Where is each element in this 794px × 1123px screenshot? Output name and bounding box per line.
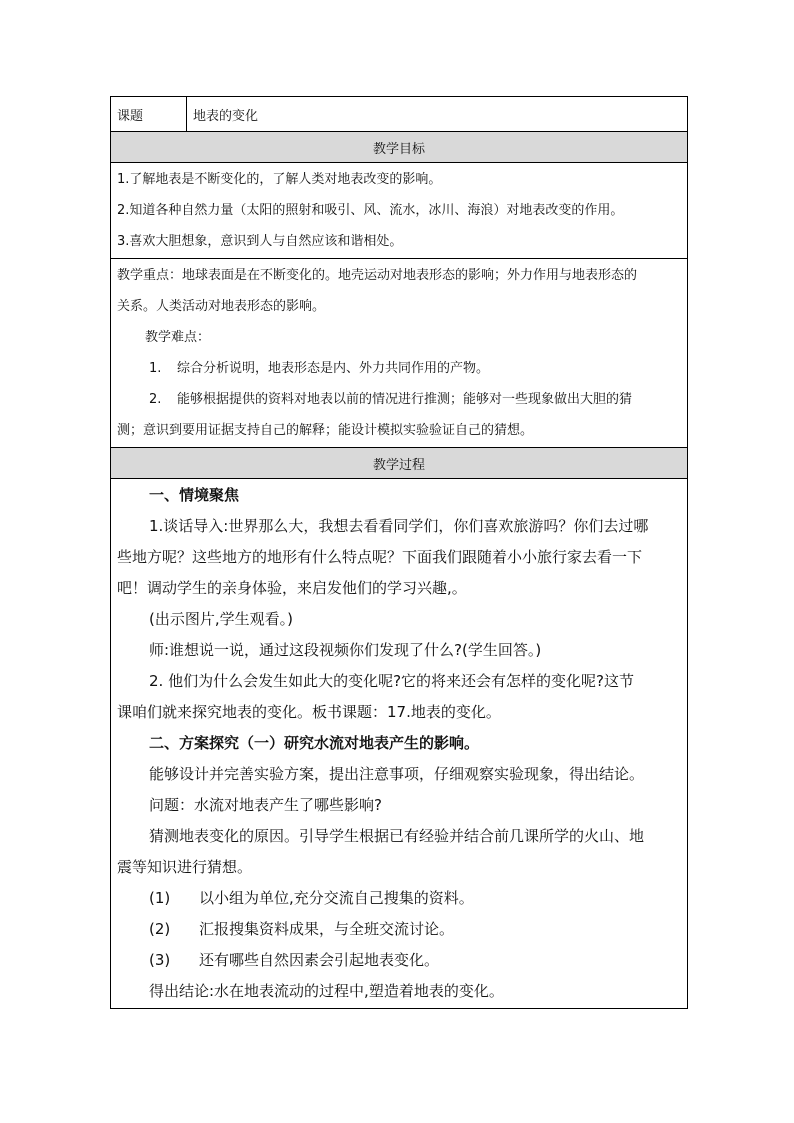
difficulty-item bbox=[117, 384, 681, 415]
difficulty-item-continued: 测；意识到要用证据支持自己的解释；能设计模拟实验验证自己的猜想。 bbox=[117, 423, 534, 438]
section-title: 一、情境聚焦 bbox=[149, 486, 240, 504]
keypoints-section bbox=[111, 259, 688, 448]
objective-item: 1.了解地表是不断变化的，了解人类对地表改变的影响。 bbox=[117, 172, 442, 187]
paragraph-line: (出示图片,学生观看。) bbox=[149, 610, 293, 628]
paragraph-line: 2. 他们为什么会发生如此大的变化呢?它的将来还会有怎样的变化呢?这节 bbox=[149, 672, 635, 690]
process-section bbox=[111, 479, 688, 1009]
difficulty-item-number: 2. bbox=[149, 392, 162, 407]
section-title: 二、方案探究（一）研究水流对地表产生的影响。 bbox=[149, 734, 480, 752]
objectives-heading: 教学目标 bbox=[111, 132, 688, 163]
step-number: (3) bbox=[149, 951, 171, 969]
difficulty-item-number: 1. bbox=[149, 361, 162, 376]
objective-item: 2.知道各种自然力量（太阳的照射和吸引、风、流水，冰川、海浪）对地表改变的作用。 bbox=[117, 203, 624, 218]
objective-item: 3.喜欢大胆想象，意识到人与自然应该和谐相处。 bbox=[117, 234, 403, 249]
difficulty-item-text: 能够根据提供的资料对地表以前的情况进行推测；能够对一些现象做出大胆的猜 bbox=[177, 392, 633, 407]
paragraph-line: 能够设计并完善实验方案，提出注意事项，仔细观察实验现象，得出结论。 bbox=[149, 765, 645, 783]
paragraph-line: 课咱们就来探究地表的变化。板书课题：17.地表的变化。 bbox=[117, 703, 501, 721]
topic-label: 课题 bbox=[111, 97, 187, 132]
paragraph-line: 师:谁想说一说，通过这段视频你们发现了什么?(学生回答。) bbox=[149, 641, 542, 659]
keypoints-line: 教学重点：地球表面是在不断变化的。地壳运动对地表形态的影响；外力作用与地表形态的 bbox=[117, 268, 638, 283]
step-text: 还有哪些自然因素会引起地表变化。 bbox=[199, 951, 440, 969]
step-item bbox=[117, 945, 681, 976]
paragraph-line: 1.谈话导入:世界那么大，我想去看看同学们，你们喜欢旅游吗？你们去过哪 bbox=[149, 517, 649, 535]
step-number: (2) bbox=[149, 920, 171, 938]
difficulty-item-text: 综合分析说明，地表形态是内、外力共同作用的产物。 bbox=[177, 361, 490, 376]
conclusion-line: 得出结论:水在地表流动的过程中,塑造着地表的变化。 bbox=[149, 982, 504, 1000]
paragraph-line: 些地方呢？这些地方的地形有什么特点呢？下面我们跟随着小小旅行家去看一下 bbox=[117, 548, 643, 566]
difficulty-label: 教学难点： bbox=[145, 330, 211, 345]
difficulty-item bbox=[117, 353, 681, 384]
paragraph-line: 震等知识进行猜想。 bbox=[117, 858, 253, 876]
step-number: (1) bbox=[149, 889, 171, 907]
paragraph-line: 吧！调动学生的亲身体验，来启发他们的学习兴趣,。 bbox=[117, 579, 467, 597]
lesson-plan-table bbox=[110, 96, 688, 1009]
process-heading: 教学过程 bbox=[111, 448, 688, 479]
step-item bbox=[117, 914, 681, 945]
keypoints-line: 关系。人类活动对地表形态的影响。 bbox=[117, 299, 326, 314]
topic-title: 地表的变化 bbox=[187, 97, 688, 132]
step-text: 汇报搜集资料成果，与全班交流讨论。 bbox=[199, 920, 455, 938]
step-item bbox=[117, 883, 681, 914]
paragraph-line: 猜测地表变化的原因。引导学生根据已有经验并结合前几课所学的火山、地 bbox=[149, 827, 645, 845]
paragraph-line: 问题：水流对地表产生了哪些影响? bbox=[149, 796, 382, 814]
objectives-section bbox=[111, 163, 688, 259]
step-text: 以小组为单位,充分交流自己搜集的资料。 bbox=[199, 889, 474, 907]
